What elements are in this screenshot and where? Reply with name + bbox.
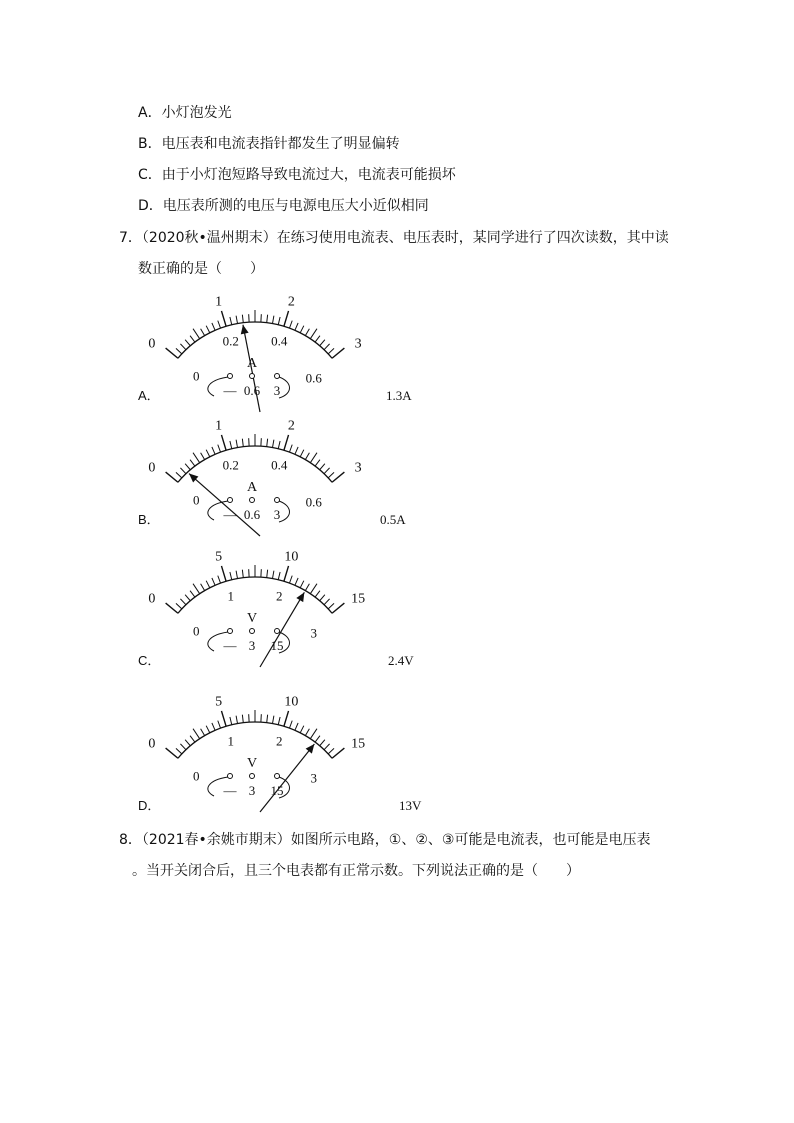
terminal-post <box>250 774 255 779</box>
terminal-post <box>228 774 233 779</box>
dial-tick <box>206 326 210 333</box>
dial-tick <box>242 315 243 323</box>
option-text: 电压表和电流表指针都发生了明显偏转 <box>161 136 400 152</box>
dial-tick <box>332 472 344 482</box>
dial-tick <box>332 603 344 613</box>
dial-tick <box>190 591 195 597</box>
terminal-post <box>275 629 280 634</box>
option-letter: A． <box>138 105 162 121</box>
terminal-label: — <box>223 638 237 653</box>
outer-scale-label: 0 <box>148 591 156 607</box>
dial-arc <box>178 446 332 482</box>
dial-tick <box>176 603 182 608</box>
dial-tick <box>206 726 210 733</box>
terminal-label: 3 <box>248 638 256 653</box>
dial-tick <box>212 323 215 330</box>
dial-tick <box>176 748 182 753</box>
dial-tick <box>273 571 274 579</box>
dial-tick <box>305 329 309 336</box>
question-text: （2020秋•温州期末）在练习使用电流表、电压表时，某同学进行了四次读数，其中读 <box>141 230 669 246</box>
dial-tick <box>201 729 205 736</box>
dial-tick <box>332 748 344 758</box>
outer-scale-label: 0 <box>148 736 156 752</box>
inner-scale-label: 0 <box>193 368 200 384</box>
q6-option-c <box>138 165 456 185</box>
dial-tick <box>206 450 210 457</box>
option-reading-c: 2.4V <box>388 653 414 668</box>
terminal-post <box>275 374 280 379</box>
dial-tick <box>185 595 190 601</box>
dial-tick <box>273 716 274 724</box>
q6-option-a <box>138 103 232 123</box>
dial-tick <box>201 584 205 591</box>
meter-svg <box>140 537 440 667</box>
dial-tick <box>201 329 205 336</box>
dial-tick <box>320 464 325 470</box>
dial-tick <box>230 441 232 449</box>
outer-scale-label: 2 <box>287 418 295 434</box>
dial-tick <box>300 726 304 733</box>
dial-tick <box>305 584 309 591</box>
dial-tick <box>218 576 221 584</box>
dial-tick <box>273 316 274 324</box>
dial-tick <box>176 472 182 477</box>
dial-tick <box>166 472 178 482</box>
dial-tick <box>315 591 320 597</box>
dial-tick <box>166 603 178 613</box>
q8-stem-line2 <box>132 861 580 881</box>
inner-scale-label: 3 <box>310 625 317 641</box>
dial-tick <box>185 340 190 346</box>
wire <box>279 501 290 522</box>
dial-tick <box>267 715 268 723</box>
dial-tick <box>242 715 243 723</box>
dial-tick <box>284 435 289 450</box>
dial-tick <box>320 740 325 746</box>
q6-option-d <box>138 196 429 216</box>
dial-tick <box>320 340 325 346</box>
dial-tick <box>310 329 317 339</box>
dial-tick <box>221 566 226 581</box>
wire <box>279 377 290 398</box>
dial-tick <box>324 468 330 474</box>
inner-scale-label: 0 <box>193 492 200 508</box>
inner-scale-label: 0.6 <box>305 370 322 386</box>
dial-tick <box>190 336 195 342</box>
dial-tick <box>289 445 292 453</box>
outer-scale-label: 10 <box>284 549 299 565</box>
dial-tick <box>320 595 325 601</box>
dial-tick <box>328 348 334 353</box>
pointer-arrowhead <box>241 325 249 335</box>
inner-scale-label: 0.4 <box>271 333 288 349</box>
dial-tick <box>295 723 298 730</box>
inner-scale-label: 0.4 <box>271 457 288 473</box>
dial-tick <box>328 603 334 608</box>
terminal-label: 0.6 <box>243 383 261 398</box>
dial-tick <box>180 744 186 750</box>
dial-tick <box>295 323 298 330</box>
q8-stem-line1 <box>119 830 650 850</box>
dial-tick <box>295 447 298 454</box>
dial-tick <box>328 472 334 477</box>
terminal-post <box>228 629 233 634</box>
terminal-post <box>250 498 255 503</box>
dial-tick <box>328 748 334 753</box>
dial-tick <box>242 570 243 578</box>
dial-tick <box>284 566 289 581</box>
option-letter-d: D． <box>138 798 161 813</box>
dial-arc <box>178 577 332 613</box>
dial-tick <box>284 311 289 326</box>
dial-tick <box>180 468 186 474</box>
dial-tick <box>300 450 304 457</box>
outer-scale-label: 3 <box>354 336 362 352</box>
terminal-post <box>228 374 233 379</box>
dial-tick <box>315 736 320 742</box>
dial-tick <box>230 572 232 580</box>
dial-tick <box>324 344 330 350</box>
dial-tick <box>300 581 304 588</box>
dial-tick <box>193 729 200 739</box>
terminal-label: 3 <box>248 783 256 798</box>
dial-tick <box>221 435 226 450</box>
dial-tick <box>310 729 317 739</box>
option-letter-b: B． <box>138 512 160 527</box>
meter-symbol: A <box>246 480 258 495</box>
inner-scale-label: 2 <box>276 733 283 749</box>
outer-scale-label: 15 <box>351 591 366 607</box>
outer-scale-label: 3 <box>354 460 362 476</box>
meter-symbol: V <box>246 756 258 771</box>
voltmeter-diagram-d <box>140 682 440 812</box>
terminal-label: 3 <box>273 507 281 522</box>
outer-scale-label: 5 <box>215 549 223 565</box>
dial-tick <box>289 721 292 729</box>
dial-tick <box>242 439 243 447</box>
dial-tick <box>190 736 195 742</box>
inner-scale-label: 0.6 <box>305 494 322 510</box>
question-text: 。当开关闭合后，且三个电表都有正常示数。下列说法正确的是（ ） <box>132 863 580 879</box>
option-text: 由于小灯泡短路导致电流过大，电流表可能损坏 <box>161 167 456 183</box>
dial-tick <box>284 711 289 726</box>
option-letter: B． <box>138 136 162 152</box>
outer-scale-label: 1 <box>215 294 223 310</box>
option-letter: D． <box>138 198 163 214</box>
dial-tick <box>278 572 280 580</box>
option-reading-d: 13V <box>399 798 422 813</box>
outer-scale-label: 0 <box>148 460 156 476</box>
dial-tick <box>278 317 280 325</box>
dial-tick <box>310 584 317 594</box>
meter-symbol: A <box>246 356 258 371</box>
dial-tick <box>166 348 178 358</box>
dial-tick <box>267 315 268 323</box>
inner-scale-label: 2 <box>276 588 283 604</box>
option-reading-b: 0.5A <box>380 512 406 527</box>
terminal-post <box>250 374 255 379</box>
inner-scale-label: 0 <box>193 623 200 639</box>
meter-pointer <box>260 744 314 812</box>
voltmeter-diagram-c <box>140 537 440 667</box>
dial-tick <box>267 570 268 578</box>
outer-scale-label: 5 <box>215 694 223 710</box>
terminal-label: 15 <box>270 783 284 798</box>
dial-tick <box>193 584 200 594</box>
option-letter-a: A． <box>138 388 160 403</box>
dial-tick <box>218 445 221 453</box>
dial-tick <box>206 581 210 588</box>
q7-stem-line1 <box>119 228 669 248</box>
dial-tick <box>218 721 221 729</box>
dial-tick <box>236 716 237 724</box>
dial-tick <box>267 439 268 447</box>
option-letter: C． <box>138 167 162 183</box>
inner-scale-label: 3 <box>310 770 317 786</box>
dial-tick <box>273 440 274 448</box>
dial-tick <box>236 316 237 324</box>
q6-option-b <box>138 134 400 154</box>
inner-scale-label: 0.2 <box>222 457 239 473</box>
option-letter-c: C． <box>138 653 161 668</box>
inner-scale-label: 0 <box>193 768 200 784</box>
inner-scale-label: 1 <box>227 588 234 604</box>
outer-scale-label: 0 <box>148 336 156 352</box>
terminal-label: 15 <box>270 638 284 653</box>
dial-tick <box>176 348 182 353</box>
dial-tick <box>185 464 190 470</box>
dial-tick <box>324 744 330 750</box>
dial-tick <box>180 344 186 350</box>
dial-tick <box>193 453 200 463</box>
dial-tick <box>305 453 309 460</box>
dial-tick <box>324 599 330 605</box>
dial-tick <box>236 571 237 579</box>
dial-arc <box>178 722 332 758</box>
outer-scale-label: 1 <box>215 418 223 434</box>
terminal-label: — <box>223 783 237 798</box>
terminal-label: 3 <box>273 383 281 398</box>
meter-symbol: V <box>246 611 258 626</box>
question-number: 8． <box>119 832 142 848</box>
dial-tick <box>305 729 309 736</box>
dial-tick <box>230 717 232 725</box>
inner-scale-label: 0.2 <box>222 333 239 349</box>
option-text: 小灯泡发光 <box>161 105 232 121</box>
terminal-label: 0.6 <box>243 507 261 522</box>
dial-tick <box>230 317 232 325</box>
outer-scale-label: 10 <box>284 694 299 710</box>
terminal-post <box>275 774 280 779</box>
dial-tick <box>185 740 190 746</box>
dial-tick <box>310 453 317 463</box>
terminal-post <box>228 498 233 503</box>
inner-scale-label: 1 <box>227 733 234 749</box>
dial-tick <box>315 336 320 342</box>
question-number: 7． <box>119 230 142 246</box>
pointer-arrowhead <box>306 744 315 754</box>
terminal-post <box>250 629 255 634</box>
dial-tick <box>221 311 226 326</box>
dial-tick <box>212 578 215 585</box>
question-text: （2021春•余姚市期末）如图所示电路，①、②、③可能是电流表，也可能是电压表 <box>141 832 651 848</box>
dial-tick <box>315 460 320 466</box>
question-text: 数正确的是（ ） <box>138 261 264 277</box>
dial-tick <box>201 453 205 460</box>
dial-tick <box>300 326 304 333</box>
dial-arc <box>178 322 332 358</box>
dial-tick <box>295 578 298 585</box>
outer-scale-label: 2 <box>287 294 295 310</box>
dial-tick <box>180 599 186 605</box>
dial-tick <box>193 329 200 339</box>
dial-tick <box>278 717 280 725</box>
dial-tick <box>278 441 280 449</box>
dial-tick <box>212 447 215 454</box>
terminal-label: — <box>223 383 237 398</box>
dial-tick <box>218 321 221 329</box>
terminal-label: — <box>223 507 237 522</box>
terminal-post <box>275 498 280 503</box>
pointer-arrowhead <box>296 592 304 602</box>
dial-tick <box>166 748 178 758</box>
meter-svg <box>140 682 440 812</box>
outer-scale-label: 15 <box>351 736 366 752</box>
dial-tick <box>289 321 292 329</box>
dial-tick <box>212 723 215 730</box>
option-text: 电压表所测的电压与电源电压大小近似相同 <box>162 198 429 214</box>
dial-tick <box>289 576 292 584</box>
dial-tick <box>221 711 226 726</box>
dial-tick <box>332 348 344 358</box>
dial-tick <box>236 440 237 448</box>
q7-stem-line2 <box>138 259 264 279</box>
option-reading-a: 1.3A <box>386 388 412 403</box>
dial-tick <box>190 460 195 466</box>
